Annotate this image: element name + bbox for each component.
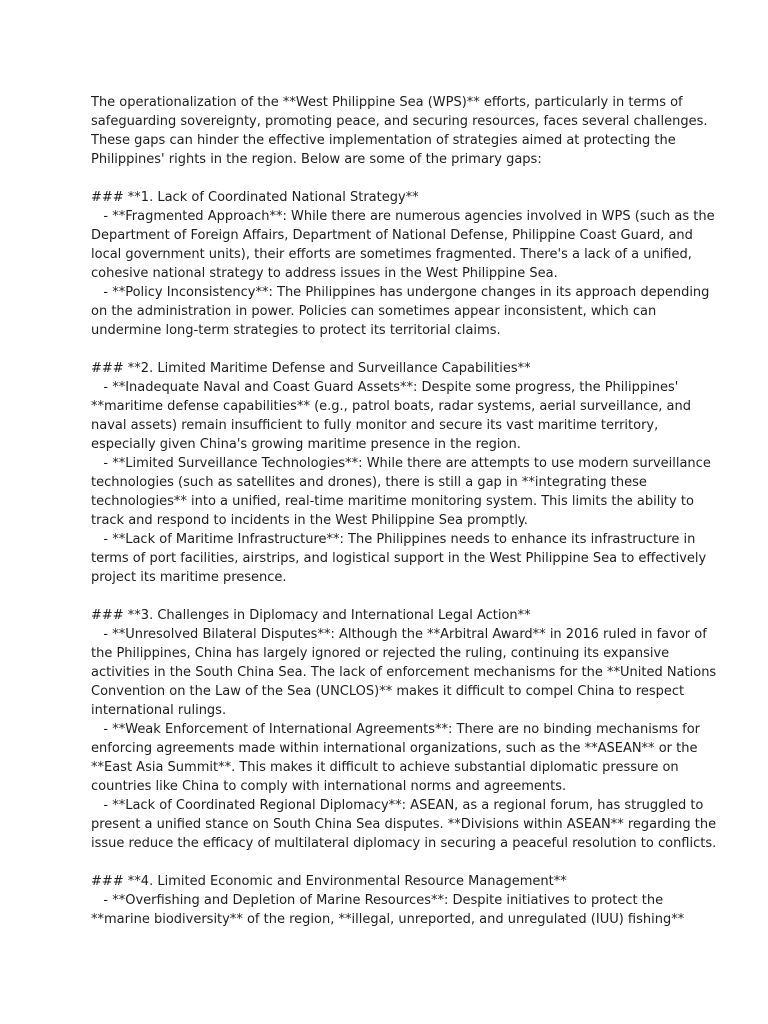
text-line: on the administration in power. Policies can sometimes appear inconsistent, which can — [91, 304, 657, 319]
text-line: local government units), their efforts are sometimes fragmented. There's a lack of a unified, — [91, 247, 692, 262]
section-heading: ### **1. Lack of Coordinated National Strategy** — [91, 190, 419, 205]
text-line: These gaps can hinder the effective implementation of strategies aimed at protecting the — [91, 133, 676, 148]
bullet-line: - **Overfishing and Depletion of Marine Resources**: Despite initiatives to protect the — [91, 893, 664, 908]
text-line: Philippines' rights in the region. Below are some of the primary gaps: — [91, 152, 542, 167]
blank-line — [91, 853, 691, 872]
bullet-line: - **Weak Enforcement of International Agreements**: There are no binding mechanisms for — [91, 722, 701, 737]
text-line: track and respond to incidents in the West Philippine Sea promptly. — [91, 513, 528, 528]
text-line: present a unified stance on South China Sea disputes. **Divisions within ASEAN** regarding the — [91, 817, 717, 832]
blank-line — [91, 587, 691, 606]
section-heading: ### **4. Limited Economic and Environmental Resource Management** — [91, 874, 567, 889]
text-line: **East Asia Summit**. This makes it difficult to achieve substantial diplomatic pressure on — [91, 760, 679, 775]
blank-line — [91, 169, 691, 188]
bullet-line: - **Unresolved Bilateral Disputes**: Although the **Arbitral Award** in 2016 ruled in favor of — [91, 627, 707, 642]
bullet-line: - **Policy Inconsistency**: The Philippines has undergone changes in its approach depending — [91, 285, 710, 300]
text-line: issue reduce the efficacy of multilateral diplomacy in securing a peaceful resolution to conflicts. — [91, 836, 717, 851]
document-body — [91, 93, 717, 929]
section-heading: ### **3. Challenges in Diplomacy and International Legal Action** — [91, 608, 531, 623]
bullet-line: - **Lack of Maritime Infrastructure**: The Philippines needs to enhance its infrastructure in — [91, 532, 696, 547]
text-line: project its maritime presence. — [91, 570, 287, 585]
bullet-line: - **Lack of Coordinated Regional Diplomacy**: ASEAN, as a regional forum, has struggled to — [91, 798, 704, 813]
text-line: safeguarding sovereignty, promoting peace, and securing resources, faces several challenges. — [91, 114, 708, 129]
text-line: activities in the South China Sea. The lack of enforcement mechanisms for the **United Nations — [91, 665, 717, 680]
blank-line — [91, 340, 691, 359]
text-line: Department of Foreign Affairs, Department of National Defense, Philippine Coast Guard, and — [91, 228, 693, 243]
text-line: **maritime defense capabilities** (e.g., patrol boats, radar systems, aerial surveillance, and — [91, 399, 691, 414]
bullet-line: - **Limited Surveillance Technologies**: While there are attempts to use modern surveillance — [91, 456, 711, 471]
text-line: undermine long-term strategies to protect its territorial claims. — [91, 323, 501, 338]
text-line: terms of port facilities, airstrips, and logistical support in the West Philippine Sea to effectively — [91, 551, 707, 566]
text-line: countries like China to comply with international norms and agreements. — [91, 779, 567, 794]
text-line: enforcing agreements made within international organizations, such as the **ASEAN** or the — [91, 741, 698, 756]
text-line: The operationalization of the **West Philippine Sea (WPS)** efforts, particularly in terms of — [91, 95, 683, 110]
text-line: the Philippines, China has largely ignored or rejected the ruling, continuing its expansive — [91, 646, 670, 661]
bullet-line: - **Fragmented Approach**: While there are numerous agencies involved in WPS (such as the — [91, 209, 715, 224]
text-line: naval assets) remain insufficient to fully monitor and secure its vast maritime territory, — [91, 418, 659, 433]
bullet-line: - **Inadequate Naval and Coast Guard Assets**: Despite some progress, the Philippines' — [91, 380, 679, 395]
text-line: Convention on the Law of the Sea (UNCLOS)** makes it difficult to compel China to respect — [91, 684, 685, 699]
text-line: **marine biodiversity** of the region, **illegal, unreported, and unregulated (IUU) fishing** — [91, 912, 685, 927]
text-line: technologies (such as satellites and drones), there is still a gap in **integrating these — [91, 475, 647, 490]
text-line: cohesive national strategy to address issues in the West Philippine Sea. — [91, 266, 558, 281]
section-heading: ### **2. Limited Maritime Defense and Surveillance Capabilities** — [91, 361, 531, 376]
text-line: especially given China's growing maritime presence in the region. — [91, 437, 521, 452]
text-line: international rulings. — [91, 703, 227, 718]
text-line: technologies** into a unified, real-time maritime monitoring system. This limits the ability to — [91, 494, 694, 509]
